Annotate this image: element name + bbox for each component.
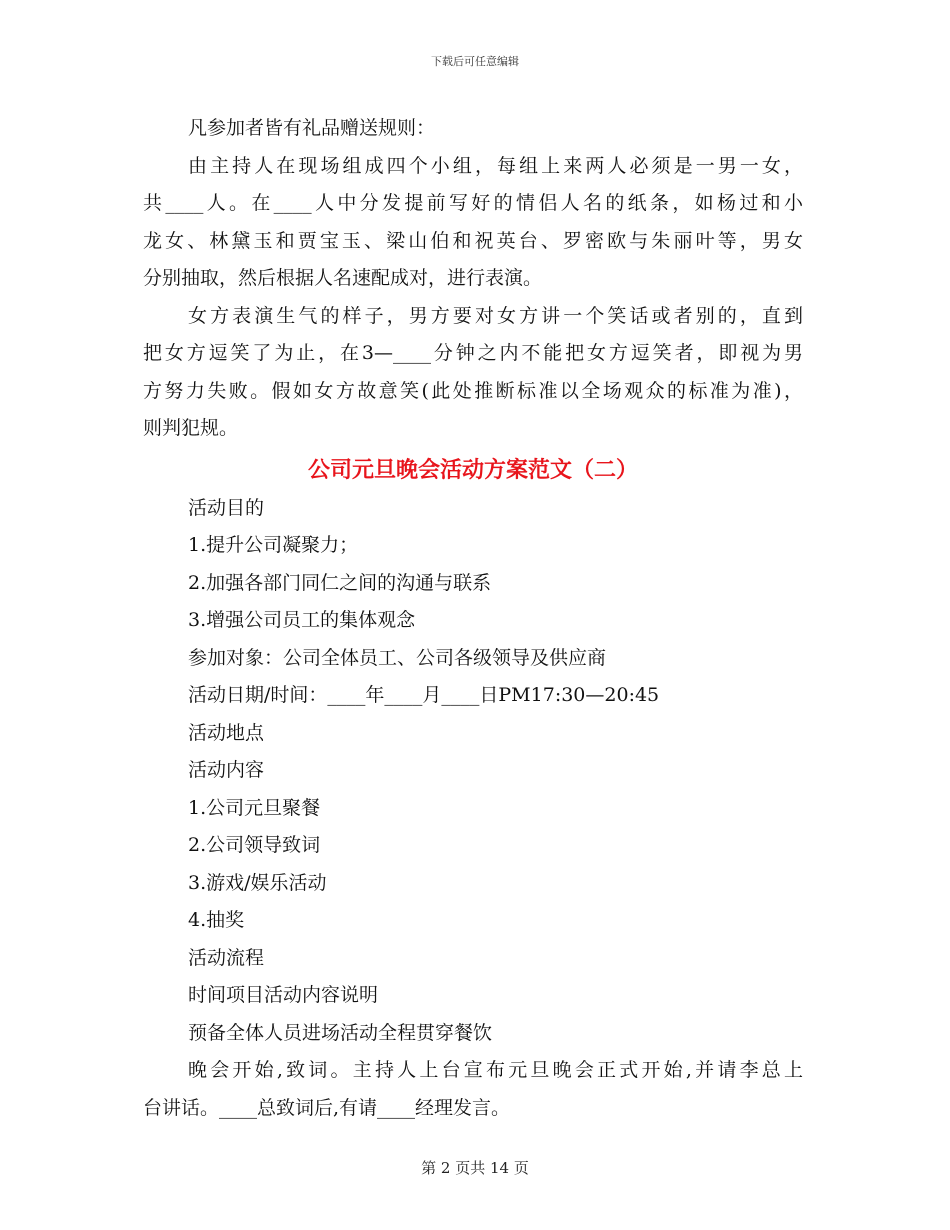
paragraph-line: 台讲话。____总致词后,有请____经理发言。 xyxy=(143,1096,511,1119)
list-item: 活动日期/时间：____年____月____日PM17:30—20:45 xyxy=(188,684,660,706)
paragraph-line: 龙女、林黛玉和贾宝玉、梁山伯和祝英台、罗密欧与朱丽叶等，男女 xyxy=(143,229,803,252)
list-item: 1.提升公司凝聚力； xyxy=(188,534,359,556)
paragraph-line: 则判犯规。 xyxy=(143,417,239,439)
paragraph-line: 把女方逗笑了为止，在3—____分钟之内不能把女方逗笑者，即视为男 xyxy=(143,342,803,364)
paragraph: 凡参加者皆有礼品赠送规则： xyxy=(188,117,436,139)
list-item: 预备全体人员进场活动全程贯穿餐饮 xyxy=(188,1021,493,1044)
list-item: 3.游戏/娱乐活动 xyxy=(188,871,327,894)
list-item: 活动流程 xyxy=(188,946,265,969)
list-item: 活动目的 xyxy=(188,496,265,519)
list-item: 时间项目活动内容说明 xyxy=(188,984,379,1006)
paragraph-line: 晚会开始,致词。主持人上台宣布元旦晚会正式开始,并请李总上 xyxy=(188,1059,803,1081)
list-item: 4.抽奖 xyxy=(188,909,245,931)
paragraph-line: 由主持人在现场组成四个小组，每组上来两人必须是一男一女， xyxy=(188,154,803,177)
list-item: 参加对象：公司全体员工、公司各级领导及供应商 xyxy=(188,646,607,669)
list-item: 2.公司领导致词 xyxy=(188,834,321,856)
page-footer: 第 2 页共 14 页 xyxy=(421,1159,529,1177)
paragraph-line: 分别抽取，然后根据人名速配成对，进行表演。 xyxy=(143,267,543,289)
page-header: 下载后可任意编辑 xyxy=(431,55,519,68)
list-item: 2.加强各部门同仁之间的沟通与联系 xyxy=(188,571,492,594)
list-item: 3.增强公司员工的集体观念 xyxy=(188,609,416,631)
list-item: 活动内容 xyxy=(188,759,265,781)
paragraph-line: 共____人。在____人中分发提前写好的情侣人名的纸条，如杨过和小 xyxy=(143,192,803,214)
paragraph-line: 女方表演生气的样子，男方要对女方讲一个笑话或者别的，直到 xyxy=(188,304,803,327)
document-body xyxy=(143,110,803,1127)
section-title: 公司元旦晚会活动方案范文（二） xyxy=(307,456,638,483)
list-item: 活动地点 xyxy=(188,721,265,744)
paragraph-line: 方努力失败。假如女方故意笑(此处推断标准以全场观众的标准为准)， xyxy=(143,379,803,402)
list-item: 1.公司元旦聚餐 xyxy=(188,796,321,819)
